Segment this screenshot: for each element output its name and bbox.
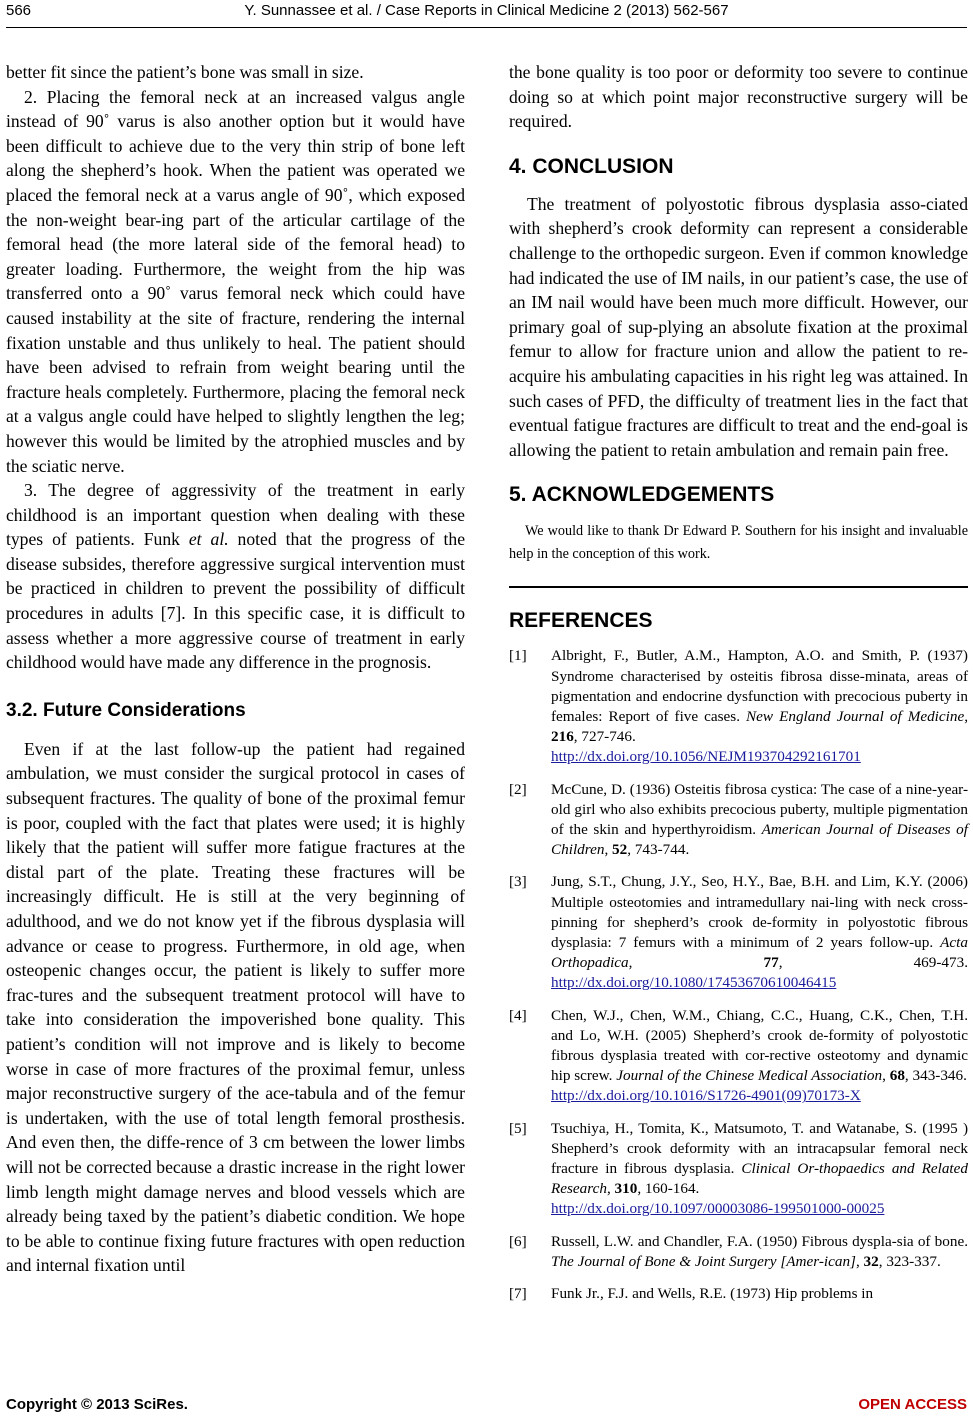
reference-volume: 216 xyxy=(551,728,574,746)
reference-text: Albright, F., Butler, A.M., Hampton, A.O. and Smith, P. (1937) Syndrome characterised by osteitis fibrosa disse-minata, areas of pigmentation and endocrine dysfunction with precocious puberty in females: Report of five cases. xyxy=(551,647,968,725)
reference-sep: , xyxy=(882,1067,890,1085)
text-run: noted that the progress of the disease subsides, therefore aggressive surgical intervention must be practiced in children to prevent the possibility of difficult procedures in adults [7]. In this specific case, it is difficult to assess whether a more aggressive course of treatment in early childhood would have made any difference in the prognosis. xyxy=(6,529,465,673)
header-rule xyxy=(6,27,967,28)
reference-text: Chen, W.J., Chen, W.M., Chiang, C.C., Huang, C.K., Chen, T.H. and Lo, W.H. (2005) Shepherd’s crook de-formity of polyostotic fibrous dysplasia treated with cor-rective osteotomy and dynamic hip screw. xyxy=(551,1006,968,1085)
reference-doi-link[interactable]: http://dx.doi.org/10.1056/NEJM193704292161701 xyxy=(551,748,861,766)
section-heading: 3.2. Future Considerations xyxy=(6,699,246,721)
reference-pages: , 743-744. xyxy=(627,841,690,859)
page-header xyxy=(0,0,973,32)
reference-text: Funk Jr., F.J. and Wells, R.E. (1973) Hip problems in xyxy=(551,1285,874,1302)
reference-body xyxy=(551,780,968,861)
reference-number: [5] xyxy=(509,1119,527,1137)
running-head: Y. Sunnassee et al. / Case Reports in Clinical Medicine 2 (2013) 562-567 xyxy=(244,2,729,19)
reference-sep: , xyxy=(855,1252,864,1270)
reference-sep: , xyxy=(964,707,968,725)
paragraph: The treatment of polyostotic fibrous dysplasia asso-ciated with shepherd’s crook deformity can represent a considerable challenge to the orthopedic surgeon. Even if common knowledge had indicated the use of IM nails, in our patient’s case, the use of an IM nail would have been much more difficult. However, our primary goal of sup-plying an absolute fixation at the proximal femur to allow for fracture union and allow the patient to re-acquire his ambulating capacities in his right leg was attained. In such cases of PFD, the difficulty of treatment lies in the fact that eventual fatigue fractures are difficult to treat and the end-goal is allowing the patient to retain ambulation and remain pain free. xyxy=(509,193,968,460)
reference-volume: 52 xyxy=(612,841,628,859)
section-heading: 5. ACKNOWLEDGEMENTS xyxy=(509,483,775,507)
reference-journal: New England Journal of Medicine xyxy=(746,707,965,725)
reference-journal: American Journal of Diseases of Children xyxy=(551,820,968,859)
right-column xyxy=(509,60,968,1316)
reference-pages: , 160-164. xyxy=(637,1180,700,1198)
reference-item xyxy=(509,872,968,993)
paragraph: Even if at the last follow-up the patient had regained ambulation, we must consider the surgical protocol in cases of subsequent fractures. The quality of bone of the proximal femur is poor, coupled with the fact that plates were used; it is highly likely that the patient will suffer more fatigue fractures at the distal part of the plate. Treating these fractures will be increasingly difficult. He is still at the very beginning of adulthood, and we do not know yet if the fibrous dysplasia will advance or cease to progress. Furthermore, in old age, when osteopenic changes occur, the patient is likely to suffer more frac-tures and the subsequent treatment protocol will have to take into consideration the impoverished bone quality. This patient’s condition will not improve and is likely to become worse in case of more fractures of the proximal femur, unless major reconstructive surgery of the ace-tabula and of the femur is undertaken, with the use of total length femoral prosthesis. And even then, the diffe-rence of 3 cm between the lower limbs will not be corrected because a drastic increase in the right lower limb length might damage nerves and blood vessels which are already being taxed by the patient’s diabetic condition. We hope to be able to continue fixing future fractures with open reduction and internal fixation until xyxy=(6,738,465,1276)
reference-body xyxy=(551,646,968,767)
reference-body xyxy=(551,872,968,993)
text-run-italic: et al. xyxy=(188,529,229,550)
open-access-badge: OPEN ACCESS xyxy=(858,1396,967,1413)
reference-pages: , 727-746. xyxy=(573,728,636,746)
copyright-notice: Copyright © 2013 SciRes. xyxy=(6,1396,188,1413)
acknowledgement-text: We would like to thank Dr Edward P. Southern for his insight and invaluable help in the conception of this work. xyxy=(509,523,968,563)
reference-doi-link[interactable]: http://dx.doi.org/10.1016/S1726-4901(09)70173-X xyxy=(551,1087,861,1105)
reference-journal: Journal of the Chinese Medical Association xyxy=(616,1067,883,1085)
reference-sep: , xyxy=(606,1180,615,1198)
reference-text: Jung, S.T., Chung, J.Y., Seo, H.Y., Bae, B.H. and Lim, K.Y. (2006) Multiple osteotomies and intramedullary nai-ling with neck cross-pinning for shepherd’s crook de-formity in polyostotic fibrous dysplasia: 7 femurs with a minimum of 2 years follow-up. xyxy=(551,873,968,951)
reference-item xyxy=(509,1284,968,1304)
reference-text: Tsuchiya, H., Tomita, K., Matsumoto, T. and Watanabe, S. (1995 ) Shepherd’s crook deformity with an intracapsular femoral neck fracture in fibrous dysplasia. xyxy=(551,1119,968,1177)
reference-item xyxy=(509,1232,968,1272)
section-divider xyxy=(509,586,968,588)
reference-item xyxy=(509,1119,968,1220)
paragraph: 2. Placing the femoral neck at an increased valgus angle instead of 90˚ varus is also another option but it would have been difficult to achieve due to the very thin strip of bone left along the shepherd’s hook. When the patient was operated we placed the femoral neck at a varus angle of 90˚, which exposed the non-weight bear-ing part of the articular cartilage of the femoral head (the more lateral side of the femoral head) to greater loading. Furthermore, the weight from the hip was transferred onto a 90˚ varus femoral neck which could have caused instability at the site of fracture, rendering the internal fixation unstable and thus unlikely to heal. The patient should have been advised to refrain from weight bearing until the fracture heals completely. Furthermore, placing the femoral neck at a valgus angle could have helped to slightly lengthen the leg; however this would be limited by the atrophied muscles and by the sciatic nerve. xyxy=(6,86,465,476)
reference-pages: , 343-346. xyxy=(904,1067,967,1085)
page-number: 566 xyxy=(6,2,32,19)
reference-number: [1] xyxy=(509,647,527,665)
paragraph: better fit since the patient’s bone was small in size. xyxy=(6,62,364,82)
text-run: 3. The degree of aggressivity of the treatment in early childhood is an important question when dealing with these types of patients. Funk xyxy=(6,480,465,550)
reference-volume: 310 xyxy=(614,1180,638,1198)
reference-text: Russell, L.W. and Chandler, F.A. (1950) Fibrous dyspla-sia of bone. xyxy=(551,1232,968,1250)
reference-body xyxy=(551,1284,968,1304)
reference-list xyxy=(509,646,968,1304)
reference-body xyxy=(551,1232,968,1272)
reference-doi-link[interactable]: http://dx.doi.org/10.1097/00003086-199501000-00025 xyxy=(551,1200,885,1218)
reference-number: [7] xyxy=(509,1285,527,1302)
paragraph: the bone quality is too poor or deformity too severe to continue doing so at which point major reconstructive surgery will be required. xyxy=(509,62,968,132)
reference-number: [6] xyxy=(509,1232,527,1250)
reference-journal: Clinical Or-thopaedics and Related Research xyxy=(551,1159,968,1198)
section-heading: 4. CONCLUSION xyxy=(509,154,674,178)
reference-volume: 68 xyxy=(889,1067,905,1085)
reference-number: [3] xyxy=(509,873,527,891)
left-column xyxy=(6,60,465,1278)
reference-text: McCune, D. (1936) Osteitis fibrosa cystica: The case of a nine-year-old girl who also exhibits precocious puberty, multiple pigmentation of the skin and hyperthyroidism. xyxy=(551,780,968,838)
reference-item xyxy=(509,1006,968,1107)
reference-body xyxy=(551,1119,968,1220)
reference-doi-link[interactable]: http://dx.doi.org/10.1080/17453670610046415 xyxy=(551,974,837,992)
reference-body xyxy=(551,1006,968,1107)
reference-volume: 32 xyxy=(863,1252,879,1270)
reference-item xyxy=(509,646,968,767)
reference-pages: , 323-337. xyxy=(878,1252,941,1270)
reference-number: [4] xyxy=(509,1006,527,1024)
reference-sep: , xyxy=(604,841,613,859)
reference-item xyxy=(509,780,968,861)
reference-journal: The Journal of Bone & Joint Surgery [Amer-ican] xyxy=(551,1252,856,1270)
paragraph xyxy=(6,478,465,675)
reference-sep: , xyxy=(628,954,764,972)
reference-pages: , 469-473. xyxy=(778,954,969,972)
reference-volume: 77 xyxy=(763,954,779,972)
references-heading: REFERENCES xyxy=(509,609,653,633)
reference-number: [2] xyxy=(509,780,527,798)
reference-journal: Acta Orthopadica xyxy=(551,933,968,972)
page-footer xyxy=(0,1392,973,1419)
